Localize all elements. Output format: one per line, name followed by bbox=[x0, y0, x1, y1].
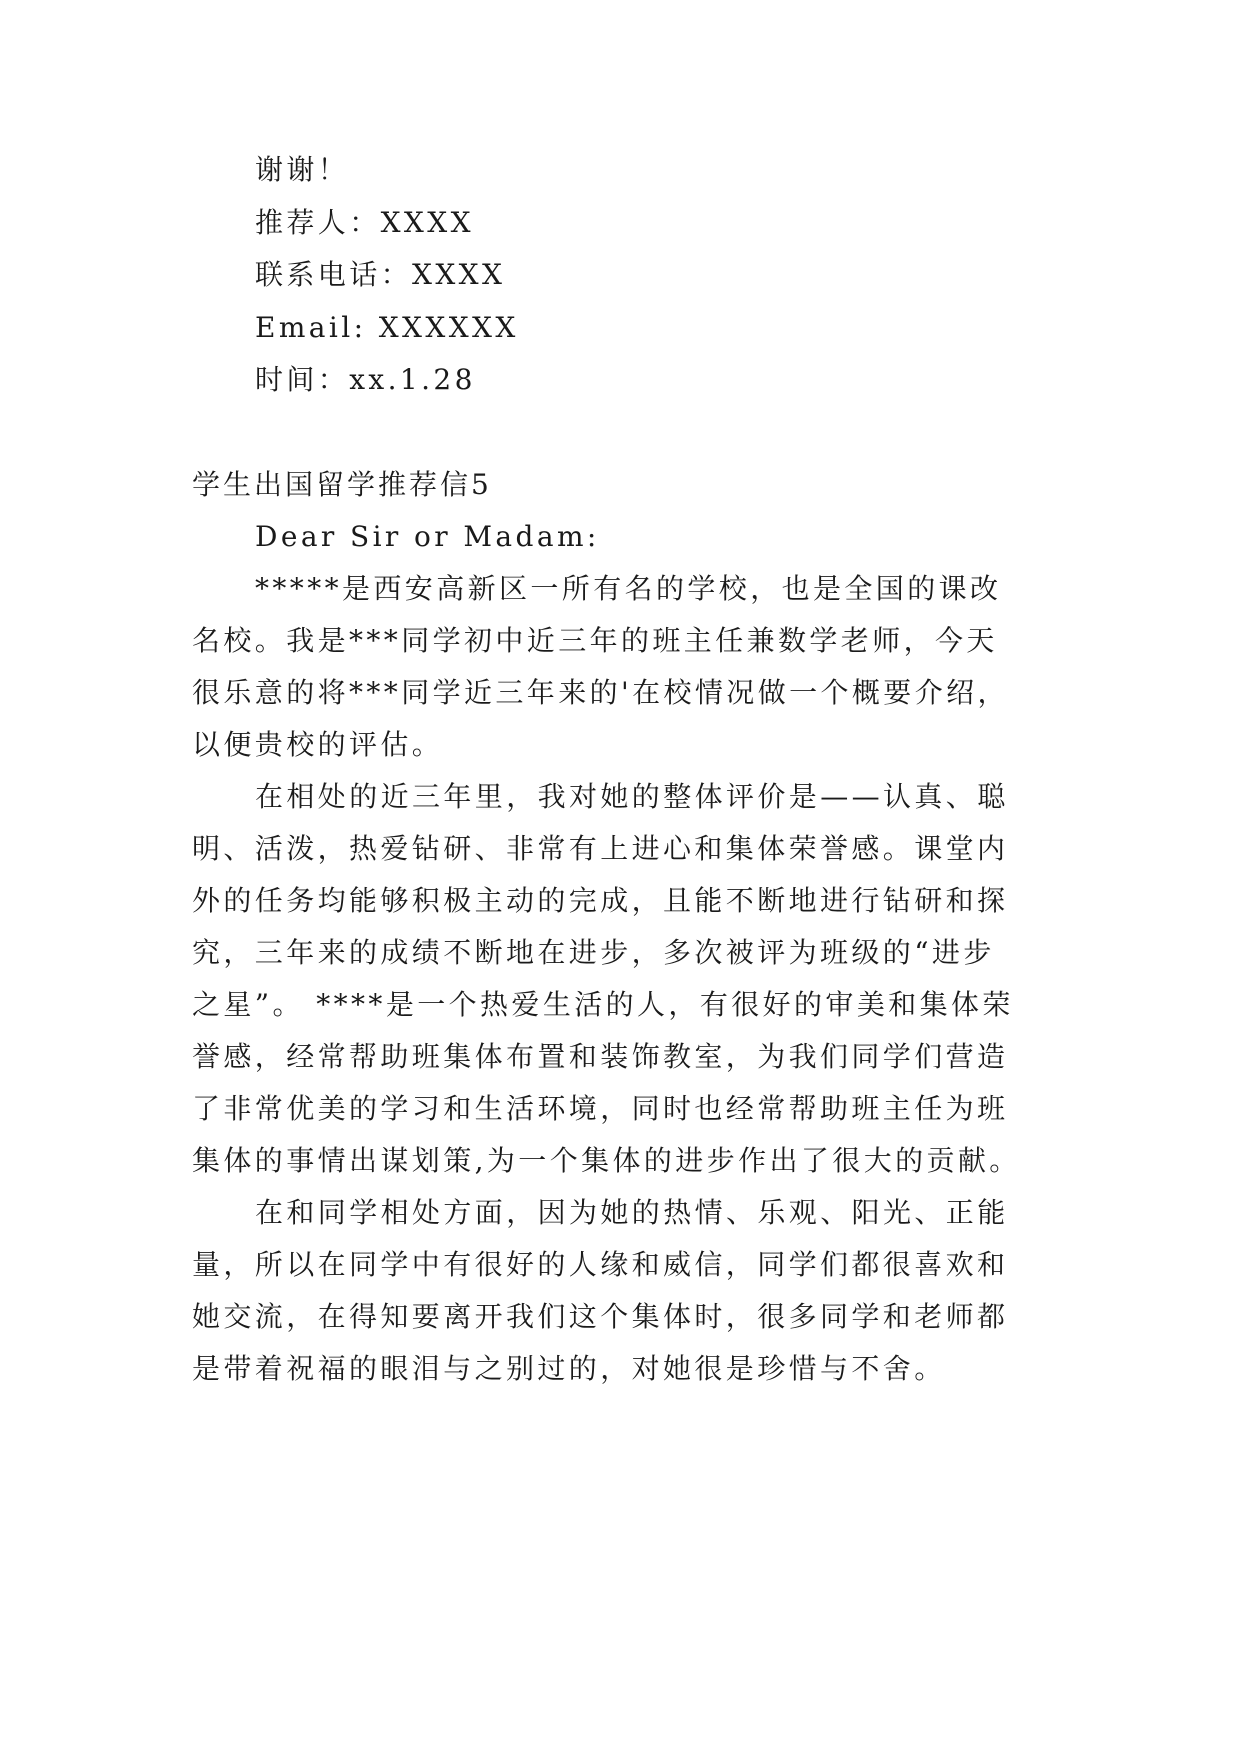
paragraph-3-line: 在和同学相处方面，因为她的热情、乐观、阳光、正能 bbox=[255, 1196, 1009, 1229]
paragraph-3-line: 她交流，在得知要离开我们这个集体时，很多同学和老师都 bbox=[192, 1300, 1009, 1333]
letter-salutation: Dear Sir or Madam: bbox=[255, 520, 600, 553]
closing-phone: 联系电话：XXXX bbox=[255, 258, 506, 291]
closing-thanks: 谢谢！ bbox=[255, 153, 350, 186]
closing-date: 时间：xx.1.28 bbox=[255, 363, 476, 396]
paragraph-1-line: 名校。我是***同学初中近三年的班主任兼数学老师，今天 bbox=[192, 624, 998, 657]
paragraph-2-line: 外的任务均能够积极主动的完成，且能不断地进行钻研和探 bbox=[192, 884, 1009, 917]
paragraph-2-line: 之星”。 ****是一个热爱生活的人，有很好的审美和集体荣 bbox=[192, 988, 1014, 1021]
paragraph-2-line: 集体的事情出谋划策,为一个集体的进步作出了很大的贡献。 bbox=[192, 1144, 1021, 1177]
closing-recommender: 推荐人：XXXX bbox=[255, 206, 474, 239]
paragraph-2-line: 誉感，经常帮助班集体布置和装饰教室，为我们同学们营造 bbox=[192, 1040, 1009, 1073]
paragraph-1-line: *****是西安高新区一所有名的学校，也是全国的课改 bbox=[255, 572, 1002, 605]
closing-email: Email: XXXXXX bbox=[255, 311, 519, 344]
paragraph-1-line: 很乐意的将***同学近三年来的'在校情况做一个概要介绍， bbox=[192, 676, 1009, 709]
paragraph-2-line: 明、活泼，热爱钻研、非常有上进心和集体荣誉感。课堂内 bbox=[192, 832, 1009, 865]
paragraph-1-line: 以便贵校的评估。 bbox=[192, 728, 444, 761]
paragraph-2-line: 究，三年来的成绩不断地在进步，多次被评为班级的“进步 bbox=[192, 936, 995, 969]
paragraph-3-line: 量，所以在同学中有很好的人缘和威信，同学们都很喜欢和 bbox=[192, 1248, 1009, 1281]
letter-title: 学生出国留学推荐信5 bbox=[192, 468, 492, 501]
paragraph-2-line: 了非常优美的学习和生活环境，同时也经常帮助班主任为班 bbox=[192, 1092, 1009, 1125]
paragraph-3-line: 是带着祝福的眼泪与之别过的，对她很是珍惜与不舍。 bbox=[192, 1352, 946, 1385]
paragraph-2-line: 在相处的近三年里，我对她的整体评价是——认真、聪 bbox=[255, 780, 1009, 813]
